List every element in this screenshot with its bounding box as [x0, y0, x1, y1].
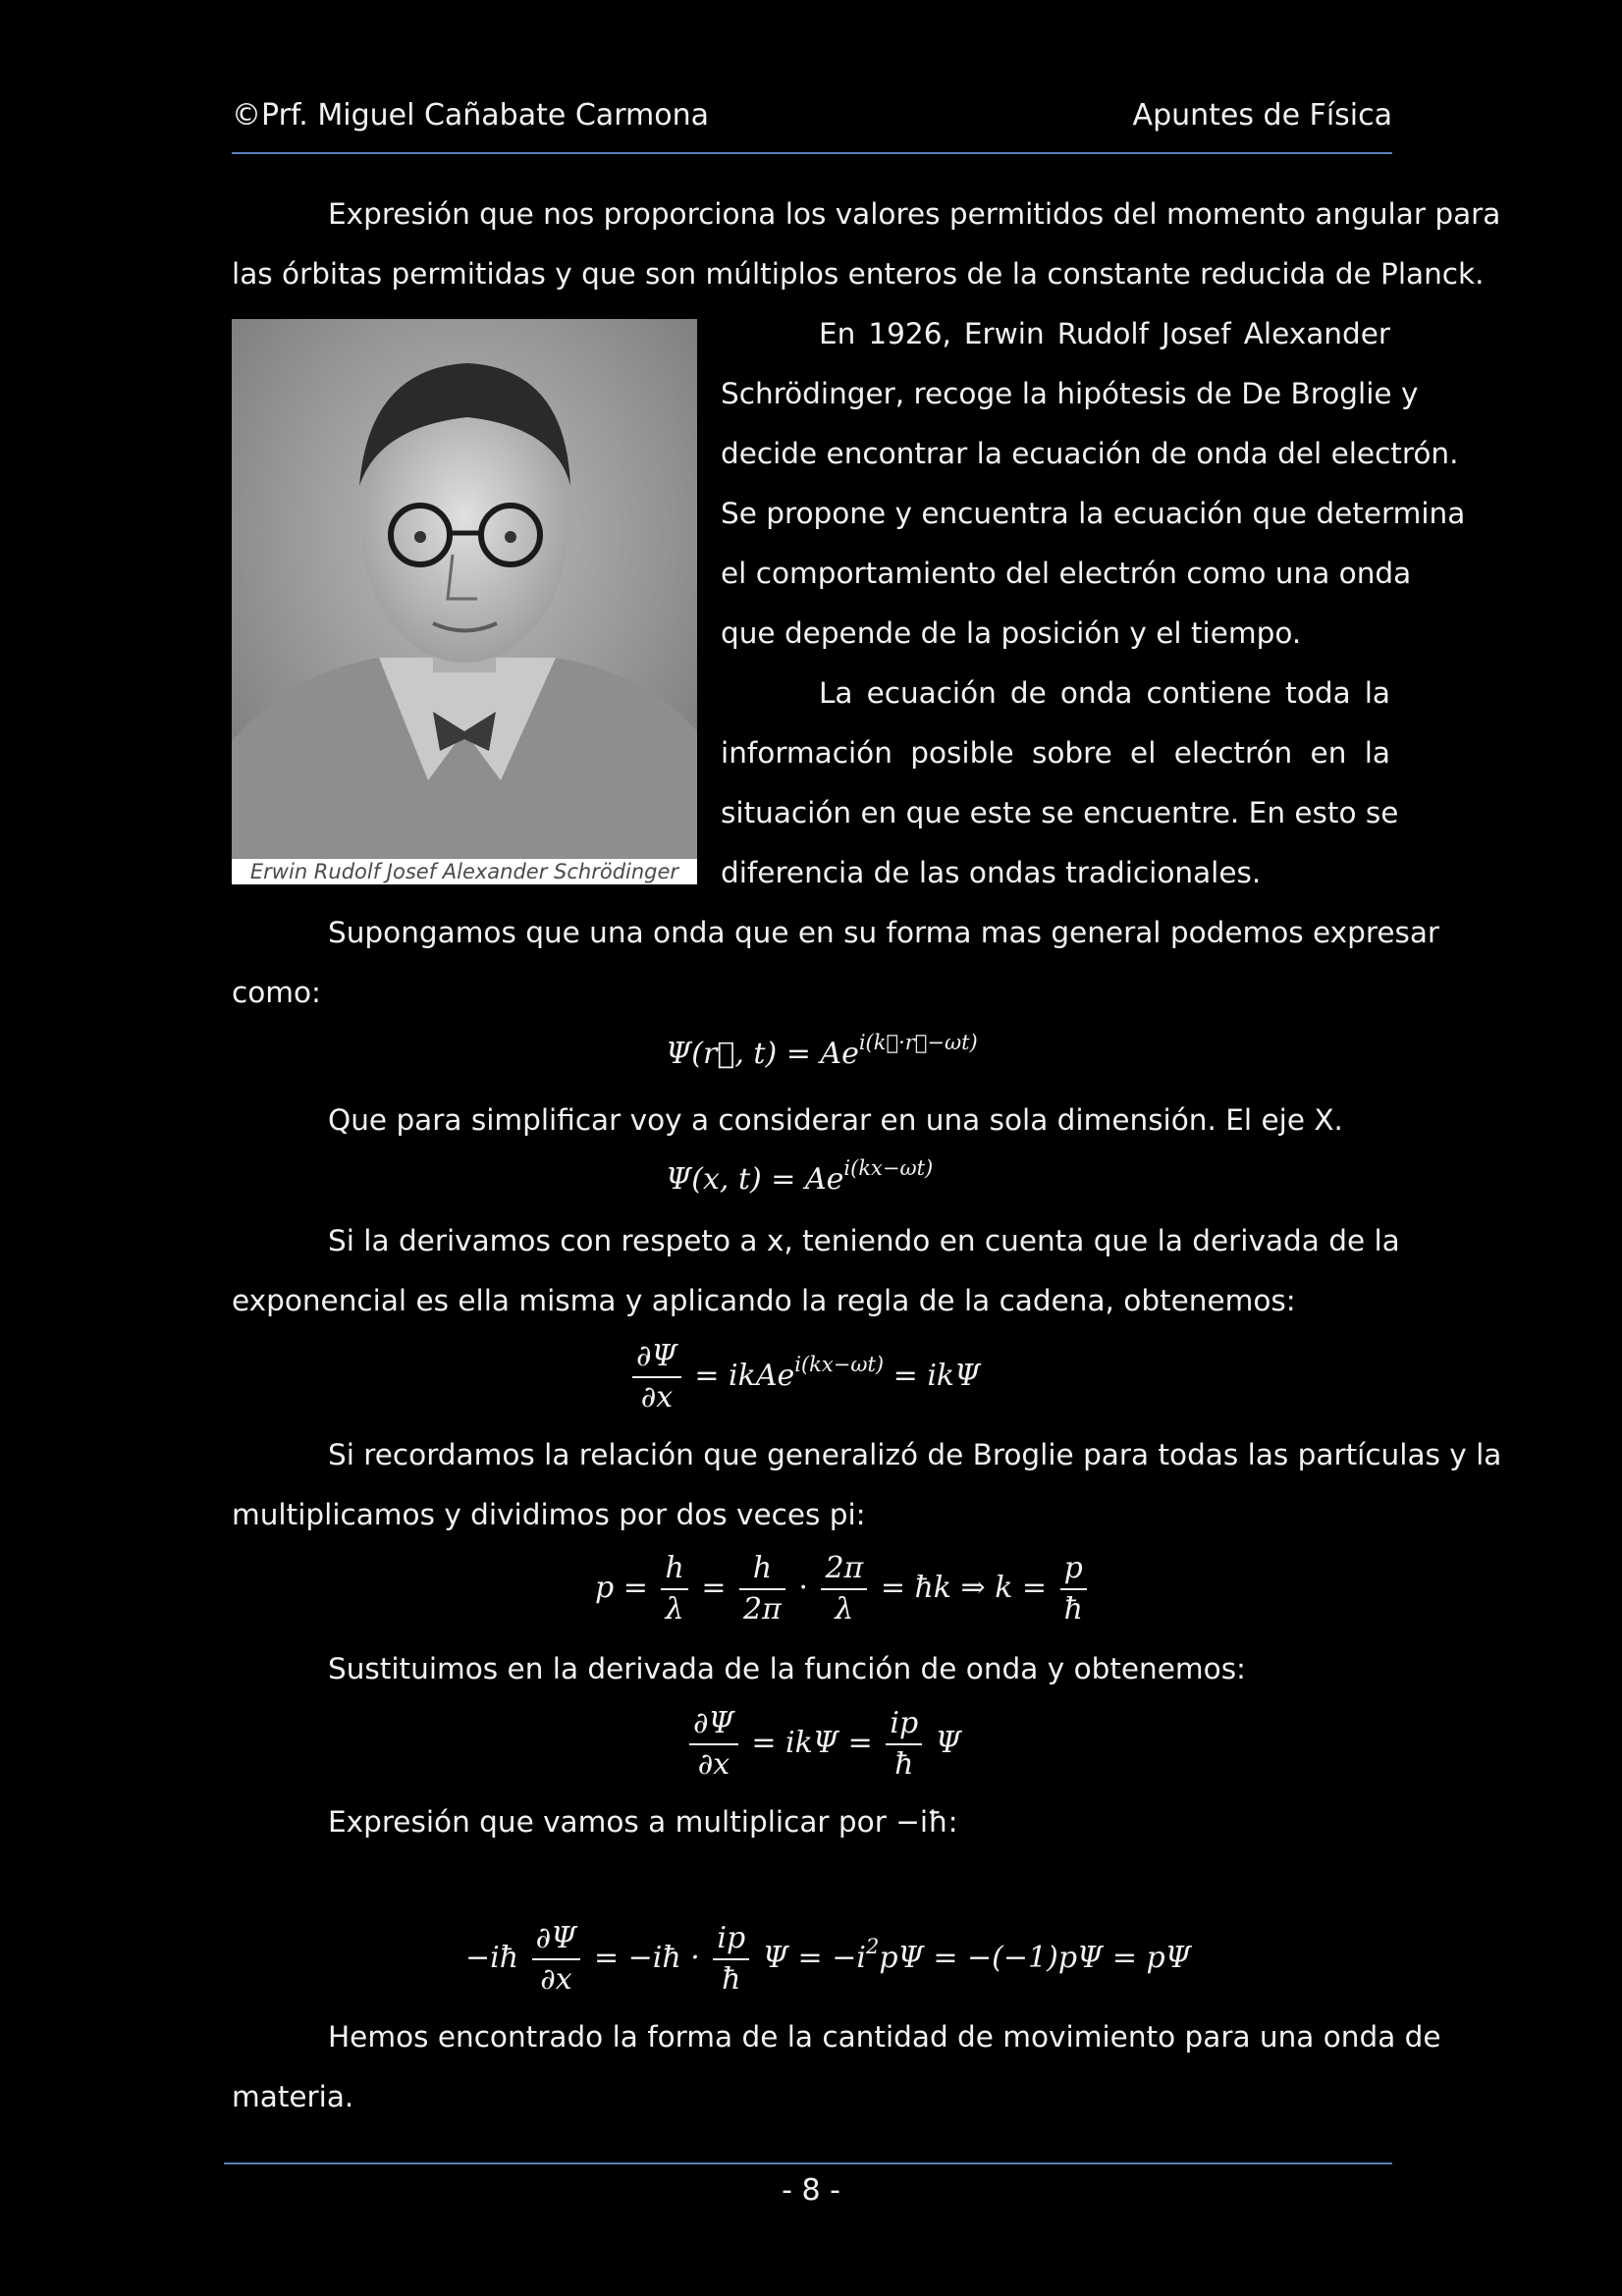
eq6-middle: = −iħ · — [593, 1941, 700, 1975]
eq6-f2-numerator: ip — [713, 1919, 749, 1960]
header-author: ©Prf. Miguel Cañabate Carmona — [232, 98, 709, 133]
eq3-denominator: ∂x — [640, 1380, 674, 1415]
eq6-square: 2 — [865, 1935, 880, 1958]
eq3-end: = ikΨ — [892, 1359, 981, 1393]
eq5-f2-denominator: ħ — [894, 1747, 914, 1782]
equation-wave-1d — [666, 1156, 933, 1197]
paragraph-line: situación en que este se encuentre. En esto se — [721, 796, 1399, 829]
equation-momentum-operator — [465, 1919, 1191, 2000]
eq4-fraction-2pi-lambda — [821, 1549, 867, 1629]
paragraph-line: que depende de la posición y el tiempo. — [721, 616, 1302, 650]
paragraph-line: Si la derivamos con respeto a x, teniendo en cuenta que la derivada de la — [328, 1224, 1400, 1257]
paragraph-line: el comportamiento del electrón como una onda — [721, 557, 1412, 590]
eq4-fraction-p-hbar — [1060, 1549, 1087, 1629]
eq4-f3-denominator: λ — [835, 1592, 854, 1627]
paragraph-line: Expresión que nos proporciona los valores permitidos del momento angular para — [328, 197, 1501, 231]
eq3-middle: = ikAe — [694, 1359, 795, 1393]
paragraph-line: Sustituimos en la derivada de la función de onda y obtenemos: — [328, 1652, 1246, 1685]
eq4-f3-numerator: 2π — [821, 1549, 867, 1590]
paragraph-line: multiplicamos y dividimos por dos veces pi: — [232, 1498, 866, 1531]
header-title: Apuntes de Física — [1132, 98, 1392, 133]
portrait-image — [232, 319, 697, 859]
paragraph-line: Supongamos que una onda que en su forma mas general podemos expresar — [328, 916, 1440, 949]
eq3-numerator: ∂Ψ — [632, 1337, 681, 1378]
paragraph-line: información posible sobre el electrón en la — [721, 736, 1390, 770]
paragraph-line: Expresión que vamos a multiplicar por −iħ: — [328, 1805, 958, 1839]
paragraph-line: La ecuación de onda contiene toda la — [819, 676, 1390, 710]
eq2-lhs: Ψ(x, t) = Ae — [666, 1162, 844, 1197]
eq6-start: −iħ — [465, 1941, 519, 1975]
eq4-p: p = — [595, 1571, 648, 1605]
eq5-numerator: ∂Ψ — [689, 1704, 738, 1745]
equation-de-broglie — [595, 1549, 1091, 1629]
eq6-end-part2: pΨ = −(−1)pΨ = pΨ — [879, 1941, 1192, 1975]
eq4-fraction-h-2pi — [739, 1549, 785, 1629]
eq4-f4-numerator: p — [1060, 1549, 1087, 1590]
equation-substituted — [685, 1704, 961, 1785]
eq6-f1-numerator: ∂Ψ — [532, 1919, 581, 1960]
eq3-fraction — [632, 1337, 681, 1417]
paragraph-line: En 1926, Erwin Rudolf Josef Alexander — [819, 317, 1390, 350]
equation-derivative — [628, 1337, 980, 1417]
eq6-fraction-ip-hbar — [713, 1919, 749, 2000]
paragraph-line: Hemos encontrado la forma de la cantidad de movimiento para una onda de — [328, 2020, 1441, 2054]
eq6-end-part1: Ψ = −i — [762, 1941, 866, 1975]
paragraph-line: exponencial es ella misma y aplicando la regla de la cadena, obtenemos: — [232, 1284, 1296, 1317]
page-number: - 8 - — [782, 2173, 840, 2208]
eq4-f1-denominator: λ — [665, 1592, 684, 1627]
portrait-caption: Erwin Rudolf Josef Alexander Schrödinger — [249, 860, 679, 883]
eq4-f2-numerator: h — [739, 1549, 785, 1590]
paragraph-line: Se propone y encuentra la ecuación que determina — [721, 497, 1466, 530]
eq1-exponent: i(k⃗·r⃗−ωt) — [858, 1031, 978, 1054]
paragraph-line: materia. — [232, 2080, 354, 2113]
eq6-f1-denominator: ∂x — [540, 1962, 572, 1997]
eq5-middle: = ikΨ = — [751, 1726, 873, 1760]
paragraph-line: decide encontrar la ecuación de onda del electrón. — [721, 437, 1459, 470]
page-header — [232, 98, 1392, 139]
schrodinger-portrait — [232, 319, 697, 884]
paragraph-line: las órbitas permitidas y que son múltiplos enteros de la constante reducida de Planck. — [232, 257, 1485, 291]
paragraph-line: como: — [232, 976, 321, 1009]
eq4-middle: = ħk ⇒ k = — [880, 1571, 1048, 1605]
eq4-f1-numerator: h — [661, 1549, 687, 1590]
eq5-denominator: ∂x — [697, 1747, 730, 1782]
eq5-fraction — [689, 1704, 738, 1785]
eq5-end: Ψ — [935, 1726, 962, 1760]
eq4-equals: = — [701, 1571, 727, 1605]
eq5-fraction-ip-hbar — [886, 1704, 922, 1785]
eq6-fraction — [532, 1919, 581, 2000]
eq4-f4-denominator: ħ — [1063, 1592, 1083, 1627]
paragraph-line: Si recordamos la relación que generalizó de Broglie para todas las partículas y la — [328, 1438, 1502, 1471]
footer-rule — [224, 2163, 1392, 2164]
eq3-exponent: i(kx−ωt) — [794, 1353, 885, 1376]
paragraph-line: Que para simplificar voy a considerar en una sola dimensión. El eje X. — [328, 1103, 1343, 1137]
eq1-lhs: Ψ(r⃗, t) = Ae — [666, 1037, 859, 1071]
eq5-f2-numerator: ip — [886, 1704, 922, 1745]
paragraph-line: Schrödinger, recoge la hipótesis de De Broglie y — [721, 377, 1419, 410]
eq4-fraction-h-lambda — [661, 1549, 687, 1629]
eq6-f2-denominator: ħ — [722, 1962, 741, 1997]
equation-wave-3d — [666, 1031, 978, 1071]
eq2-exponent: i(kx−ωt) — [843, 1156, 934, 1180]
eq4-f2-denominator: 2π — [743, 1592, 782, 1627]
eq4-dot: · — [798, 1571, 808, 1605]
header-rule — [232, 152, 1392, 154]
paragraph-line: diferencia de las ondas tradicionales. — [721, 856, 1262, 889]
